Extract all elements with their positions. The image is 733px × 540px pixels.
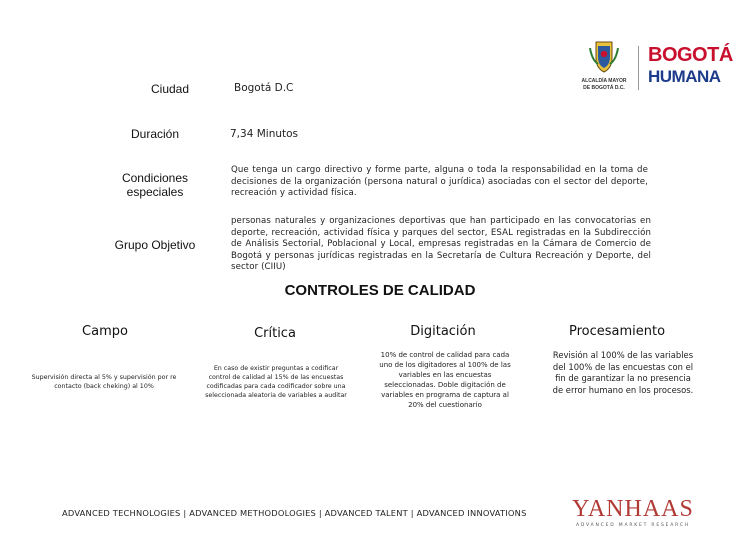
column-text-digitacion: 10% de control de calidad para cada uno de los digitadores al 100% de las variables en las encuestas seleccionadas. Doble digitación de variables en programa de captura al 20% del cuestionario xyxy=(379,351,511,409)
yanhaas-logo xyxy=(566,496,700,530)
field-label-grupo-objetivo: Grupo Objetivo xyxy=(114,238,196,252)
coat-of-arms-icon xyxy=(578,40,630,74)
field-value-ciudad: Bogotá D.C xyxy=(234,82,294,94)
field-label-ciudad: Ciudad xyxy=(150,82,190,96)
column-heading-campo: Campo xyxy=(82,324,128,339)
column-heading-critica: Crítica xyxy=(254,326,296,341)
column-text-critica: En caso de existir preguntas a codificar control de calidad al 15% de las encuestas codificadas para cada codificador sobre una seleccionada aleatoria de variables a auditar xyxy=(205,365,347,399)
field-label-condiciones: Condiciones especiales xyxy=(121,171,189,199)
bogota-logo-line-1: BOGOTÁ xyxy=(648,44,733,66)
yanhaas-tagline: ADVANCED MARKET RESEARCH xyxy=(575,523,691,528)
field-value-condiciones: Que tenga un cargo directivo y forme parte, alguna o toda la responsabilidad en la toma de decisiones de la organización (persona natural o jurídica) asociadas con el sector del deporte, recreación y actividad física. xyxy=(231,165,648,198)
column-heading-procesamiento: Procesamiento xyxy=(568,324,666,339)
bogota-logo-line-2: HUMANA xyxy=(648,67,721,86)
field-label-duracion: Duración xyxy=(130,127,180,141)
column-heading-digitacion: Digitación xyxy=(410,324,476,339)
alcaldia-text-line-2: DE BOGOTÁ D.C. xyxy=(583,85,625,91)
field-value-grupo-objetivo: personas naturales y organizaciones deportivas que han participado en las convocatorias en deporte, recreación, actividad física y parques del sector, ESAL registradas en la Subdirección de Análisis Sectorial, Poblacional y Local, empresas registradas en la Cámara de Comercio de Bogotá y personas jurídicas registradas en la Secretaría de Cultura Recreación y Deporte, del sector (CIIU) xyxy=(231,216,651,272)
bogota-humana-logo xyxy=(648,44,733,88)
alcaldia-text-line-1: ALCALDÍA MAYOR xyxy=(581,78,627,84)
yanhaas-wordmark: YANHAAS xyxy=(572,496,694,522)
column-text-procesamiento: Revisión al 100% de las variables del 100% de las encuestas con el fin de garantizar la no presencia de error humano en los procesos. xyxy=(552,350,694,395)
footer-tagline: ADVANCED TECHNOLOGIES | ADVANCED METHODOLOGIES | ADVANCED TALENT | ADVANCED INNOVATIONS xyxy=(62,508,527,518)
alcaldia-logo xyxy=(578,40,630,94)
logo-divider xyxy=(638,46,639,90)
controles-title: CONTROLES DE CALIDAD xyxy=(284,282,476,299)
column-text-campo: Supervisión directa al 5% y supervisión por re contacto (back cheking) al 10% xyxy=(31,374,177,390)
field-value-duracion: 7,34 Minutos xyxy=(230,128,299,140)
